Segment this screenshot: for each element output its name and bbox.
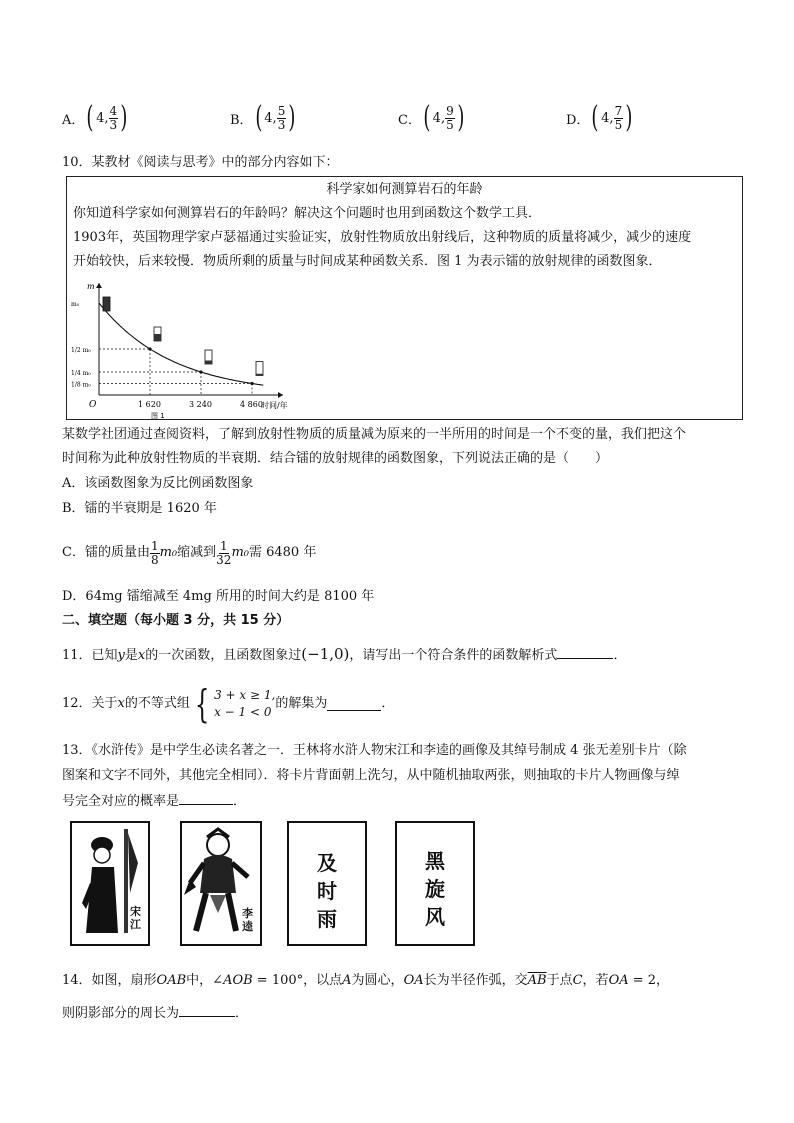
q14-line1: 14．如图，扇形OAB中，∠AOB = 100°，以点A为圆心，OA长为半径作弧，交$\overline{AB}$于点C，若OA = 2，	[62, 973, 670, 988]
y-tick-label: 1/4 m₀	[71, 370, 91, 377]
card-heixuanfeng	[395, 821, 475, 946]
q11-answer-blank[interactable]	[557, 646, 613, 659]
q10-option-d: D．64mg 镭缩减至 4mg 所用的时间大约是 8100 年	[62, 589, 375, 604]
decay-curve	[99, 303, 263, 385]
x-tick-label: 1 620	[138, 400, 161, 409]
q10-option-b: B．镭的半衰期是 1620 年	[62, 501, 217, 516]
card-jishiyu-char3: 雨	[317, 907, 337, 931]
q14-line2: 则阴影部分的周长为 ．	[62, 1006, 249, 1021]
y-axis-label: m	[87, 282, 95, 291]
data-point	[199, 370, 202, 373]
x-tick-label: 3 240	[189, 400, 212, 409]
x-axis-arrow	[278, 392, 283, 398]
q10-stem: 10．某教材《阅读与思考》中的部分内容如下：	[62, 155, 339, 170]
data-point	[148, 347, 151, 350]
beaker-fill	[205, 361, 212, 365]
y-tick-label: 1/8 m₀	[71, 381, 91, 389]
q10-after-line1: 某数学社团通过查阅资料，了解到放射性物质的质量减为原来的一半所用的时间是一个不变的量，我们把这个	[62, 427, 687, 442]
q9-option-d: D． ( 4, $\frac{7}{5}$ )	[566, 100, 633, 135]
card-heixuanfeng-char3: 风	[425, 905, 445, 929]
radium-decay-chart	[71, 277, 291, 419]
section-heading: 二、填空题（每小题 3 分，共 15 分）	[62, 613, 290, 628]
y-tick-label: m₀	[71, 301, 80, 308]
q12: 12．关于 x 的不等式组 { 3 + x ≥ 1, x − 1 < 0 的解集为 ．	[62, 682, 395, 726]
card-heixuanfeng-char1: 黑	[425, 849, 445, 873]
q14-answer-blank[interactable]	[179, 1004, 235, 1017]
card-heixuanfeng-char2: 旋	[425, 877, 445, 901]
q10-after-line2: 时间称为此种放射性物质的半衰期．结合镭的放射规律的函数图象，下列说法正确的是（ ）	[62, 451, 609, 466]
beaker-fill	[256, 374, 263, 376]
q9-option-a: A． ( 4, $\frac{4}{3}$ )	[62, 100, 128, 135]
beaker-icon	[256, 362, 263, 376]
beaker-icon-initial	[103, 297, 110, 311]
x-tick-label: 4 860	[240, 400, 263, 409]
origin-label: O	[89, 400, 97, 410]
card-songjiang	[70, 821, 150, 946]
x-axis-label: 时间/年	[261, 401, 288, 410]
card-likui	[180, 821, 262, 946]
q12-answer-blank[interactable]	[327, 698, 381, 711]
chart-caption: 图 1	[151, 412, 165, 419]
card-jishiyu-char1: 及	[317, 851, 337, 875]
q10-option-a: A．该函数图象为反比例函数图象	[62, 476, 254, 491]
reading-box-para2-line2: 开始较快，后来较慢．物质所剩的质量与时间成某种函数关系．图 1 为表示镭的放射规律的函数图象．	[73, 254, 662, 269]
q13-line1: 13．《水浒传》是中学生必读名著之一．王林将水浒人物宋江和李逵的画像及其绰号制成 4 张无差别卡片（除	[62, 743, 687, 758]
card-songjiang-name: 宋 江	[130, 905, 141, 931]
card-jishiyu	[287, 821, 367, 946]
q9-option-c: C． ( 4, $\frac{9}{5}$ )	[398, 100, 465, 135]
y-tick-label: 1/2 m₀	[71, 347, 91, 354]
q13-line2: 图案和文字不同外，其他完全相同）．将卡片背面朝上洗匀，从中随机抽取两张，则抽取的卡片人物画像与绰	[62, 768, 680, 783]
card-likui-name: 李 逵	[242, 907, 253, 933]
beaker-fill	[154, 334, 161, 341]
y-axis-arrow	[96, 283, 102, 288]
reading-box-para2-line1: 1903年，英国物理学家卢瑟福通过实验证实，放射性物质放出射线后，这种物质的质量将减少，减少的速度	[73, 230, 692, 245]
q10-option-c: C．镭的质量由 $\frac{1}{8}$ m₀ 缩减到 $\frac{1}{32}$ m₀ 需 6480 年	[62, 538, 317, 567]
card-jishiyu-char2: 时	[317, 879, 337, 903]
reading-box-para1: 你知道科学家如何测算岩石的年龄吗？解决这个问题时也用到函数这个数学工具．	[73, 206, 542, 221]
q9-option-b: B． ( 4, $\frac{5}{3}$ )	[230, 100, 296, 135]
reading-box-title: 科学家如何测算岩石的年龄	[326, 182, 483, 197]
q13-line3: 号完全对应的概率是 ．	[62, 794, 247, 809]
q13-answer-blank[interactable]	[179, 792, 233, 805]
q11: 11．已知y是x的一次函数，且函数图象过(−1,0)，请写出一个符合条件的函数解析式 ．	[62, 645, 627, 663]
reading-box	[66, 176, 743, 420]
data-point	[250, 382, 253, 385]
